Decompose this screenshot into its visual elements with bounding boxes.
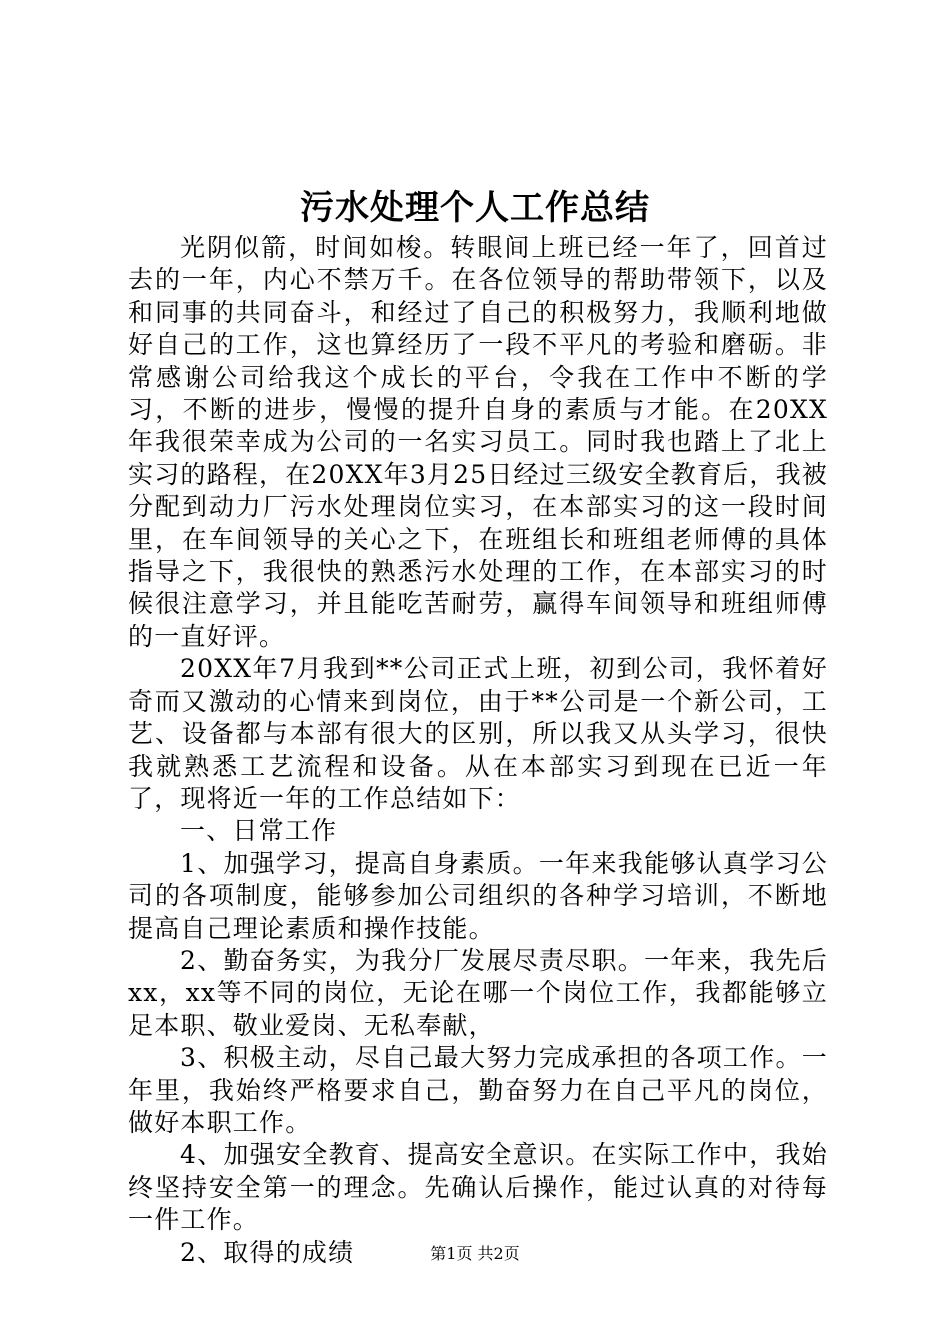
paragraph-intro: 光阴似箭，时间如梭。转眼间上班已经一年了，回首过去的一年，内心不禁万千。在各位领导的帮助带领下，以及和同事的共同奋斗，和经过了自己的积极努力，我顺利地做好自己的工作，这也算经历了一段不平凡的考验和磨砺。非常感谢公司给我这个成长的平台，令我在工作中不断的学习，不断的进步，慢慢的提升自身的素质与才能。在20XX年我很荣幸成为公司的一名实习员工。同时我也踏上了北上实习的路程，在20XX年3月25日经过三级安全教育后，我被分配到动力厂污水处理岗位实习，在本部实习的这一段时间里，在车间领导的关心之下，在班组长和班组老师傅的具体指导之下，我很快的熟悉污水处理的工作，在本部实习的时候很注意学习，并且能吃苦耐劳，赢得车间领导和班组师傅的一直好评。 xyxy=(128,233,828,651)
document-body xyxy=(128,232,828,1269)
paragraph-onboarding: 20XX年7月我到**公司正式上班，初到公司，我怀着好奇而又激动的心情来到岗位，由于**公司是一个新公司，工艺、设备都与本部有很大的区别，所以我又从头学习，很快我就熟悉工艺流程和设备。从在本部实习到现在已近一年了，现将近一年的工作总结如下： xyxy=(128,654,828,813)
document-title: 污水处理个人工作总结 xyxy=(300,188,650,228)
paragraph-item-2: 2、勤奋务实，为我分厂发展尽责尽职。一年来，我先后xx，xx等不同的岗位，无论在哪一个岗位工作，我都能够立足本职、敬业爱岗、无私奉献， xyxy=(128,945,828,1040)
section-heading-daily-work: 一、日常工作 xyxy=(180,816,338,846)
paragraph-item-3: 3、积极主动，尽自己最大努力完成承担的各项工作。一年里，我始终严格要求自己，勤奋努力在自己平凡的岗位，做好本职工作。 xyxy=(128,1043,828,1137)
section-heading-achievements: 2、取得的成绩 xyxy=(180,1237,355,1267)
paragraph-item-4: 4、加强安全教育、提高安全意识。在实际工作中，我始终坚持安全第一的理念。先确认后操作，能过认真的对待每一件工作。 xyxy=(128,1140,828,1235)
paragraph-item-1: 1、加强学习，提高自身素质。一年来我能够认真学习公司的各项制度，能够参加公司组织的各种学习培训，不断地提高自己理论素质和操作技能。 xyxy=(128,848,828,943)
page-footer: 第1页 共2页 xyxy=(430,1244,520,1263)
